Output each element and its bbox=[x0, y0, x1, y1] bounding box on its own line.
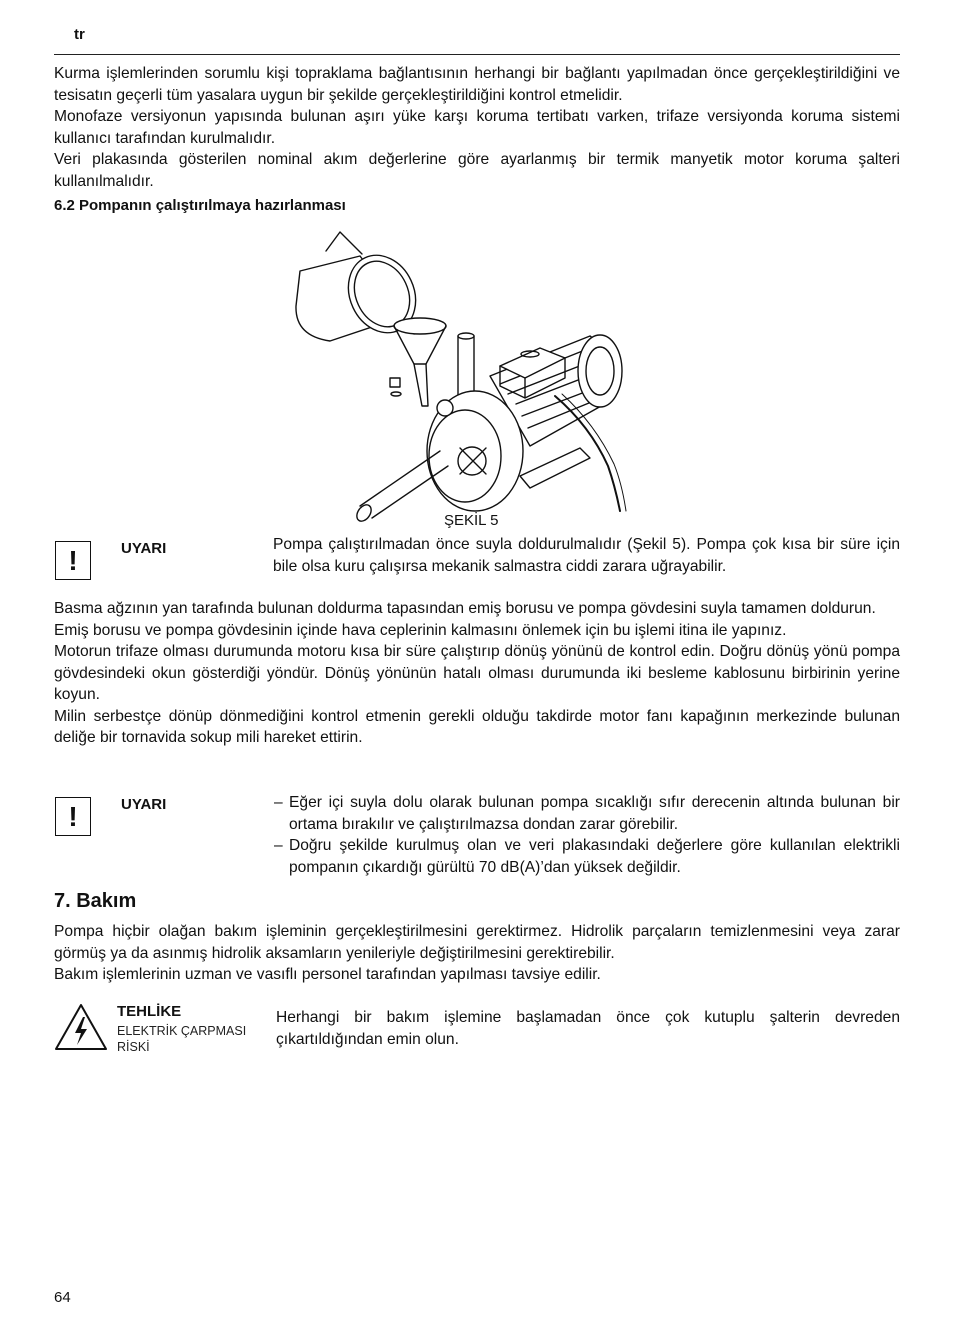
dash-marker: – bbox=[274, 794, 283, 811]
maintenance-paragraph-2: Bakım işlemlerinin uzman ve vasıflı personel tarafından yapılması tavsiye edilir. bbox=[54, 966, 601, 983]
list-item bbox=[274, 792, 900, 835]
body-paragraph-2: Emiş borusu ve pompa gövdesinin içinde hava ceplerinin kalmasını önlemek için bu işlemi itina ile yapınız. bbox=[54, 621, 787, 639]
list-item-text: Eğer içi suyla dolu olarak bulunan pompa sıcaklığı sıfır derecenin altında bulunan bir ortama bırakılır ve çalıştırılmazsa dondan zarar görebilir. bbox=[289, 794, 900, 833]
intro-paragraph-2: Monofaze versiyonun yapısında bulunan aşırı yüke karşı koruma tertibatı varken, trifaze versiyonda koruma sistemi kullanıcı tarafından kurulmalıdır. bbox=[54, 108, 900, 147]
intro-paragraph-3: Veri plakasında gösterilen nominal akım değerlerine göre ayarlanmış bir termik manyetik motor koruma şalteri kullanılmalıdır. bbox=[54, 151, 900, 190]
intro-text bbox=[54, 63, 900, 192]
danger-subtitle bbox=[117, 1023, 246, 1055]
danger-text: Herhangi bir bakım işlemine başlamadan önce çok kutuplu şalterin devreden çıkartıldığından emin olun. bbox=[276, 1009, 900, 1048]
warning-text: Pompa çalıştırılmadan önce suyla doldurulmalıdır (Şekil 5). Pompa çok kısa bir süre için bile olsa kuru çalışırsa mekanik salmastra ciddi zarara uğrayabilir. bbox=[273, 536, 900, 575]
figure-caption: ŞEKİL 5 bbox=[444, 512, 499, 529]
body-paragraph-1: Basma ağzının yan tarafında bulunan doldurma tapasından emiş borusu ve pompa gövdesini suyla tamamen doldurun. bbox=[54, 600, 876, 617]
section-6-2-heading: 6.2 Pompanın çalıştırılmaya hazırlanması bbox=[54, 197, 346, 214]
warning-label: UYARI bbox=[121, 796, 167, 813]
danger-title: TEHLİKE bbox=[117, 1003, 182, 1020]
maintenance-paragraph-1: Pompa hiçbir olağan bakım işleminin gerçekleştirilmesini gerektirmez. Hidrolik parçaların temizlenmesini veya zarar görmüş ya da asınmış hidrolik aksamların yenileriyle değiştirilmesini gerektirebilir. bbox=[54, 923, 900, 962]
page-number: 64 bbox=[54, 1289, 71, 1306]
warning-exclamation-icon: ! bbox=[55, 797, 91, 836]
warning-exclamation-icon: ! bbox=[55, 541, 91, 580]
pump-filling-illustration bbox=[290, 226, 630, 526]
lightning-bolt-icon bbox=[54, 1003, 108, 1051]
section-7-heading: 7. Bakım bbox=[54, 890, 137, 912]
body-paragraph-3: Motorun trifaze olması durumunda motoru kısa bir süre çalıştırıp dönüş yönünü de kontrol edin. Doğru dönüş yönü pompa gövdesindeki okun gösterdiği yöndür. Dönüş yönünün hatalı olması durumunda iki besleme kablosunu birbirinin yerine koyun. bbox=[54, 643, 900, 703]
filling-instructions bbox=[54, 598, 900, 749]
header-rule bbox=[54, 54, 900, 55]
danger-subtitle-line-1: ELEKTRİK ÇARPMASI bbox=[117, 1024, 247, 1038]
dash-marker: – bbox=[274, 837, 283, 854]
warning-label: UYARI bbox=[121, 540, 167, 557]
maintenance-text bbox=[54, 921, 900, 986]
list-item bbox=[274, 835, 900, 878]
body-paragraph-4: Milin serbestçe dönüp dönmediğini kontrol etmenin gerekli olduğu takdirde motor fanı kapağının merkezinde bulunan deliğe bir tornavida sokup mili hareket ettirin. bbox=[54, 707, 900, 746]
warning-list bbox=[274, 792, 900, 878]
intro-paragraph-1: Kurma işlemlerinden sorumlu kişi topraklama bağlantısının herhangi bir bağlantı yapılmadan önce gerçekleştirildiğini ve tesisatın geçerli tüm yasalara uygun bir şekilde gerçekleştirildiğini kontrol etmelidir. bbox=[54, 65, 900, 104]
danger-subtitle-line-2: RİSKİ bbox=[117, 1040, 150, 1054]
list-item-text: Doğru şekilde kurulmuş olan ve veri plakasındaki değerlere göre kullanılan elektrikli pompanın çıkardığı gürültü 70 dB(A)’dan yüksek değildir. bbox=[289, 837, 900, 876]
language-code: tr bbox=[74, 26, 85, 43]
